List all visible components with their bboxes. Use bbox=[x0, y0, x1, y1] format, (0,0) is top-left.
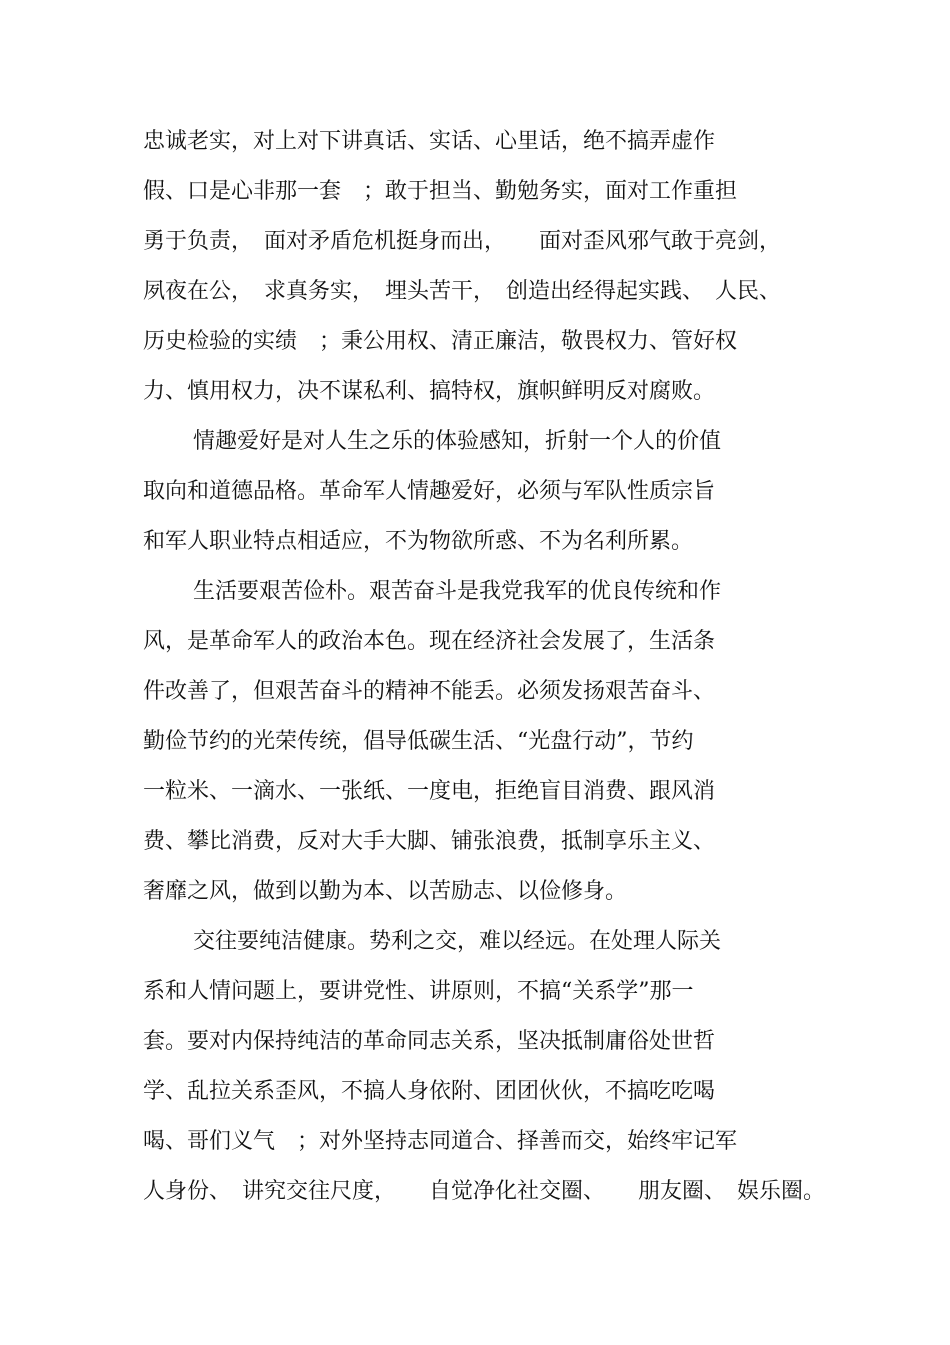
text-line: 夙夜在公， 求真务实， 埋头苦干， 创造出经得起实践、 人民、 bbox=[143, 279, 782, 304]
text-line: 和军人职业特点相适应，不为物欲所惑、不为名利所累。 bbox=[143, 529, 694, 554]
text-line: 一粒米、一滴水、一张纸、一度电，拒绝盲目消费、跟风消 bbox=[143, 779, 716, 804]
paragraph-first-line: 交往要纯洁健康。势利之交，难以经远。在处理人际关 bbox=[193, 929, 722, 954]
text-line: 人身份、 讲究交往尺度， 自觉净化社交圈、 朋友圈、 娱乐圈。 bbox=[143, 1179, 826, 1204]
text-line: 假、口是心非那一套 ；敢于担当、勤勉务实，面对工作重担 bbox=[143, 179, 738, 204]
text-line: 件改善了，但艰苦奋斗的精神不能丢。必须发扬艰苦奋斗、 bbox=[143, 679, 716, 704]
text-line: 历史检验的实绩 ；秉公用权、清正廉洁，敬畏权力、管好权 bbox=[143, 329, 738, 354]
text-line: 力、慎用权力，决不谋私利、搞特权，旗帜鲜明反对腐败。 bbox=[143, 379, 716, 404]
text-line: 勤俭节约的光荣传统，倡导低碳生活、“光盘行动”，节约 bbox=[143, 729, 694, 754]
text-line: 系和人情问题上，要讲党性、讲原则，不搞“关系学”那一 bbox=[143, 979, 694, 1004]
paragraph-first-line: 情趣爱好是对人生之乐的体验感知，折射一个人的价值 bbox=[193, 429, 722, 454]
text-line: 喝、哥们义气 ；对外坚持志同道合、择善而交，始终牢记军 bbox=[143, 1129, 738, 1154]
text-line: 套。要对内保持纯洁的革命同志关系，坚决抵制庸俗处世哲 bbox=[143, 1029, 716, 1054]
text-line: 费、攀比消费，反对大手大脚、铺张浪费，抵制享乐主义、 bbox=[143, 829, 716, 854]
text-line: 忠诚老实，对上对下讲真话、实话、心里话，绝不搞弄虚作 bbox=[143, 129, 716, 154]
text-line: 取向和道德品格。革命军人情趣爱好，必须与军队性质宗旨 bbox=[143, 479, 716, 504]
text-line: 勇于负责， 面对矛盾危机挺身而出， 面对歪风邪气敢于亮剑， bbox=[143, 229, 782, 254]
text-line: 学、乱拉关系歪风，不搞人身依附、团团伙伙，不搞吃吃喝 bbox=[143, 1079, 716, 1104]
paragraph-first-line: 生活要艰苦俭朴。艰苦奋斗是我党我军的优良传统和作 bbox=[193, 579, 722, 604]
text-line: 奢靡之风，做到以勤为本、以苦励志、以俭修身。 bbox=[143, 879, 628, 904]
text-line: 风，是革命军人的政治本色。现在经济社会发展了，生活条 bbox=[143, 629, 716, 654]
